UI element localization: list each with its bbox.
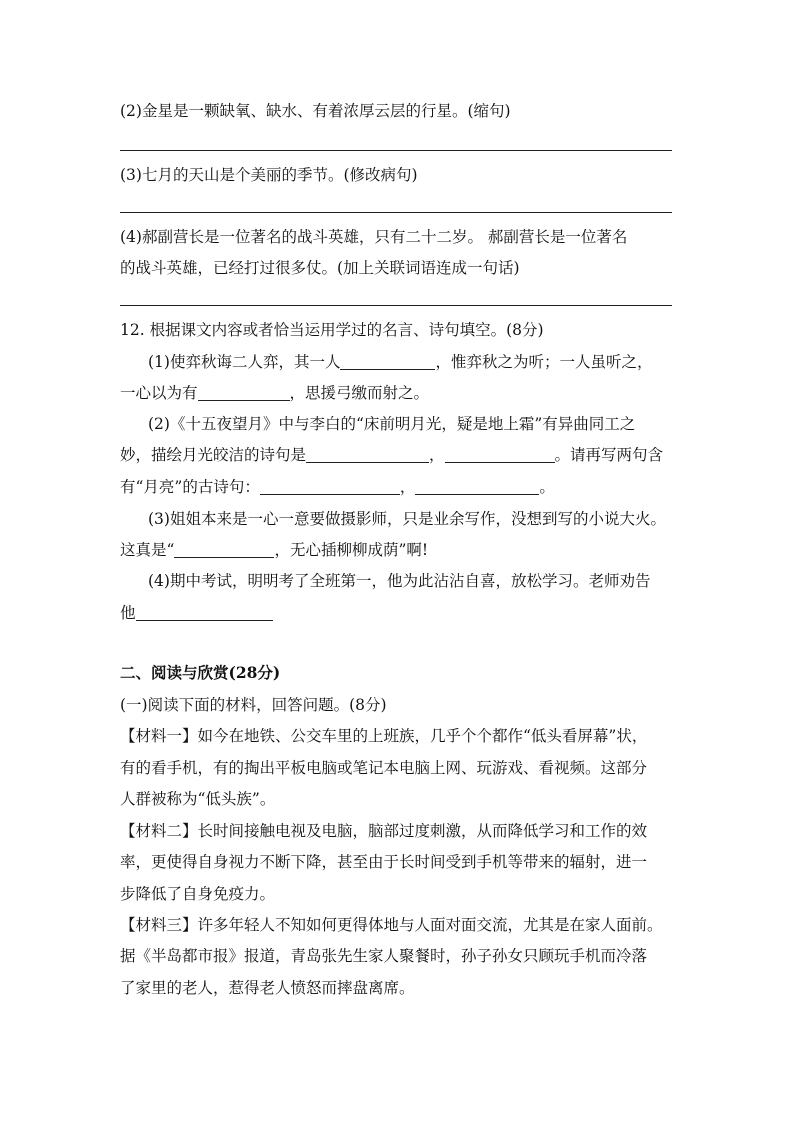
q11-item4-line1: (4)郝副营长是一位著名的战斗英雄，只有二十二岁。 郝副营长是一位著名 (120, 228, 628, 246)
q11-item3: (3)七月的天山是个美丽的季节。(修改病句) (120, 166, 418, 184)
blank-1[interactable] (340, 353, 435, 370)
q12-p1-text-b: ，惟弈秋之为听；一人虽听之， (435, 353, 653, 371)
q12-p4-line1: (4)期中考试，明明考了全班第一，他为此沾沾自喜，放松学习。老师劝告 (148, 572, 651, 590)
q12-p2-line3 (120, 477, 555, 497)
q12-p1-text-a: (1)使弈秋诲二人弈，其一人 (148, 353, 341, 371)
q12-p4-text-b: 他 (120, 604, 136, 622)
q12-p2-text-f: ， (399, 478, 416, 496)
q12-p2-line2 (120, 445, 663, 465)
q12-p3-line2 (120, 540, 428, 560)
answer-line-item2[interactable] (120, 150, 672, 151)
material1-line2: 有的看手机，有的掏出平板电脑或笔记本电脑上网、玩游戏、看视频。这部分 (120, 759, 648, 777)
blank-7[interactable] (174, 541, 274, 558)
q11-item2: (2)金星是一颗缺氧、缺水、有着浓厚云层的行星。(缩句) (120, 102, 511, 120)
q12-p4-line2 (120, 603, 273, 623)
q12-p2-text-d: 。请再写两句含 (554, 446, 664, 464)
material3-line1: 【材料三】许多年轻人不知如何更得体地与人面对面交流，尤其是在家人面前。 (120, 916, 663, 934)
material3-line2: 据《半岛都市报》报道，青岛张先生家人聚餐时，孙子孙女只顾玩手机而冷落 (120, 947, 648, 965)
blank-3[interactable] (306, 446, 429, 463)
material3-line3: 了家里的老人，惹得老人愤怒而摔盘离席。 (120, 979, 415, 997)
answer-line-item4[interactable] (120, 305, 672, 306)
blank-2[interactable] (198, 384, 290, 401)
section2-title: 二、阅读与欣赏(28分) (120, 663, 281, 682)
q12-p1-text-c: 一心以为有 (120, 384, 198, 402)
q12-p2-line1: (2)《十五夜望月》中与李白的“床前明月光，疑是地上霜”有异曲同工之 (148, 415, 636, 433)
material2-line3: 步降低了自身免疫力。 (120, 885, 276, 903)
q12-p2-text-c: ， (429, 446, 445, 464)
q12-p2-text-b: 妙，描绘月光皎洁的诗句是 (120, 446, 307, 464)
q12-p2-text-g: 。 (539, 478, 555, 496)
blank-6[interactable] (415, 478, 539, 495)
q12-p2-text-e: 有“月亮”的古诗句： (120, 478, 260, 496)
q12-p3-text-c: ，无心插柳柳成荫”啊! (274, 541, 429, 559)
q11-item4-line2: 的战斗英雄，已经打过很多仗。(加上关联词语连成一句话) (120, 259, 520, 277)
q12-p1-text-d: ，思援弓缴而射之。 (289, 384, 430, 402)
q12-p3-text-b: 这真是“ (120, 541, 175, 559)
blank-8[interactable] (136, 604, 273, 621)
blank-5[interactable] (260, 478, 400, 495)
material1-line3: 人群被称为“低头族”。 (120, 790, 276, 808)
section2-part1: (一)阅读下面的材料，回答问题。(8分) (120, 696, 387, 714)
q12-p3-line1: (3)姐姐本来是一心一意要做摄影师，只是业余写作，没想到写的小说大火。 (148, 510, 666, 528)
q12-heading: 12. 根据课文内容或者恰当运用学过的名言、诗句填空。(8分) (120, 321, 544, 339)
q12-p1-line2 (120, 383, 429, 403)
material2-line1: 【材料二】长时间接触电视及电脑，脑部过度刺激，从而降低学习和工作的效 (120, 822, 648, 840)
material1-line1: 【材料一】如今在地铁、公交车里的上班族，几乎个个都作“低头看屏幕”状， (120, 727, 648, 745)
material2-line2: 率，更使得自身视力不断下降，甚至由于长时间受到手机等带来的辐射，进一 (120, 853, 648, 871)
answer-line-item3[interactable] (120, 212, 672, 213)
q12-p1-line1 (148, 352, 652, 372)
blank-4[interactable] (445, 446, 555, 463)
